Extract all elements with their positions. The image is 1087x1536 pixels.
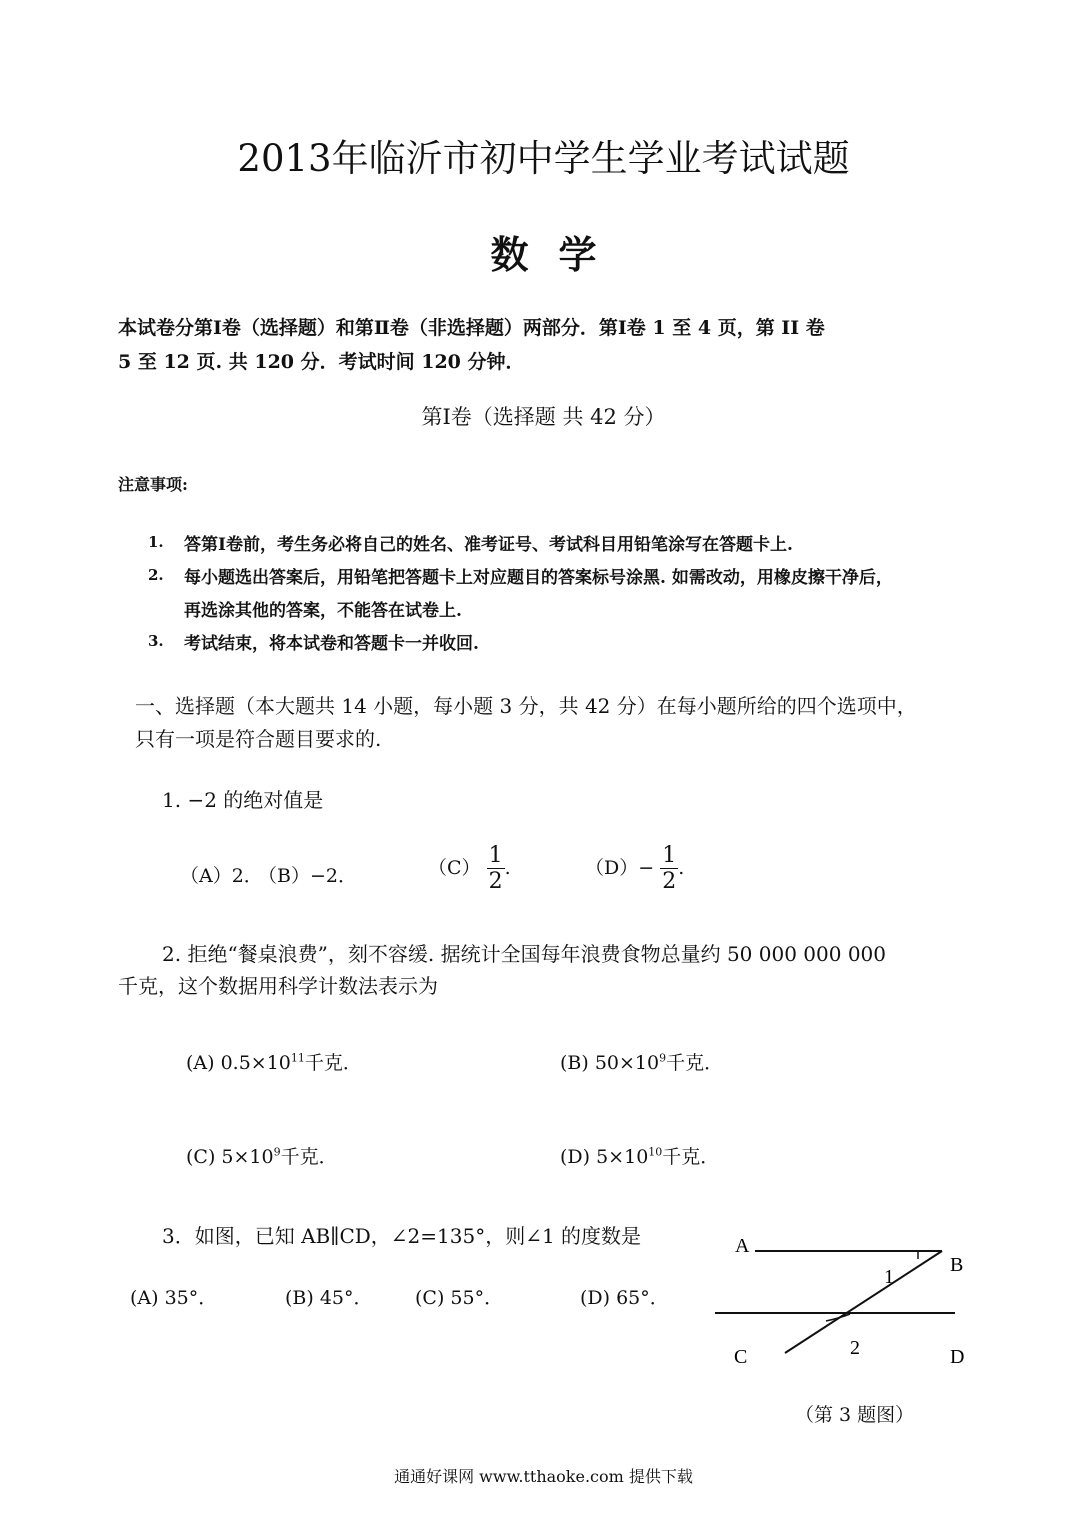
intro-line-1: 本试卷分第Ⅰ卷（选择题）和第Ⅱ卷（非选择题）两部分．第Ⅰ卷 1 至 4 页，第 II 卷 [118,317,825,339]
point-c-label: C [734,1346,748,1368]
question-3-figure [700,1225,990,1395]
note-number: 1. [148,533,164,551]
fraction [487,843,505,895]
point-d-label: D [950,1346,965,1368]
question-1-option-d [585,843,684,895]
transversal-line [785,1251,942,1353]
fraction [660,843,678,895]
subject-title: 数学 [490,232,627,277]
fraction-denominator: 2 [662,869,677,895]
option-label: （C） [428,856,481,879]
angle-1-label: 1 [884,1266,894,1288]
exponent: 9 [659,1051,667,1065]
exam-title: 2013年临沂市初中学生学业考试试题 [237,137,850,180]
option-base: (A) 0.5×10 [186,1052,291,1074]
fraction-numerator: 1 [488,843,503,868]
option-base: (B) 50×10 [560,1052,660,1074]
question-3-option-b: (B) 45°． [285,1287,373,1309]
option-unit: 千克． [304,1052,362,1074]
angle-2-arc [826,1314,850,1321]
exponent: 9 [273,1145,281,1159]
option-unit: 千克． [280,1146,338,1168]
note-text: 每小题选出答案后，用铅笔把答题卡上对应题目的答案标号涂黑. 如需改动，用橡皮擦干净后， [184,568,893,588]
question-2-option-a [186,1048,362,1075]
question-1-option-b: （B）−2． [258,865,357,887]
option-base: (D) 5×10 [560,1146,649,1168]
question-2-stem-line-1: 2. 拒绝“餐桌浪费”，刻不容缓. 据统计全国每年浪费食物总量约 50 000 000 000 [162,942,887,966]
point-b-label: B [950,1254,964,1276]
option-base: (C) 5×10 [186,1146,274,1168]
exponent: 10 [648,1145,663,1159]
question-3-option-c: (C) 55°． [415,1287,504,1309]
question-1-stem: 1. −2 的绝对值是 [162,788,324,812]
question-2-option-b [560,1048,723,1075]
part-instruction-line-1: 一、选择题（本大题共 14 小题，每小题 3 分，共 42 分）在每小题所给的四个选项中， [135,694,917,718]
fraction-numerator: 1 [662,843,677,868]
page-footer: 通通好课网 www.tthaoke.com 提供下载 [394,1467,693,1486]
angle-2-label: 2 [850,1337,860,1359]
period: . [504,856,511,879]
section-heading: 第Ⅰ卷（选择题 共 42 分） [421,405,666,429]
exponent: 11 [290,1051,305,1065]
notice-title: 注意事项: [118,475,188,494]
question-3-option-a: (A) 35°． [130,1287,218,1309]
question-3-option-d: (D) 65°． [580,1287,669,1309]
note-text: 考试结束，将本试卷和答题卡一并收回. [184,634,479,654]
point-a-label: A [735,1235,750,1257]
question-1-option-c [428,843,511,895]
question-3-stem: 3．如图，已知 AB∥CD，∠2=135°，则∠1 的度数是 [162,1224,642,1248]
question-1-option-a: （A）2． [180,865,263,887]
question-2-option-c [186,1142,338,1169]
question-2-stem-line-2: 千克，这个数据用科学计数法表示为 [118,974,438,998]
period: . [678,856,685,879]
part-instruction-line-2: 只有一项是符合题目要求的. [135,727,382,751]
note-text-continued: 再选涂其他的答案，不能答在试卷上. [184,601,462,621]
option-label: （D）− [585,856,655,879]
option-unit: 千克． [662,1146,720,1168]
option-unit: 千克． [666,1052,724,1074]
fraction-denominator: 2 [488,869,503,895]
figure-caption: （第 3 题图） [795,1404,915,1426]
intro-line-2: 5 至 12 页. 共 120 分．考试时间 120 分钟． [118,351,525,373]
note-text: 答第Ⅰ卷前，考生务必将自己的姓名、准考证号、考试科目用铅笔涂写在答题卡上. [184,535,793,555]
note-number: 3. [148,632,164,650]
question-2-option-d [560,1142,719,1169]
note-number: 2. [148,566,164,584]
